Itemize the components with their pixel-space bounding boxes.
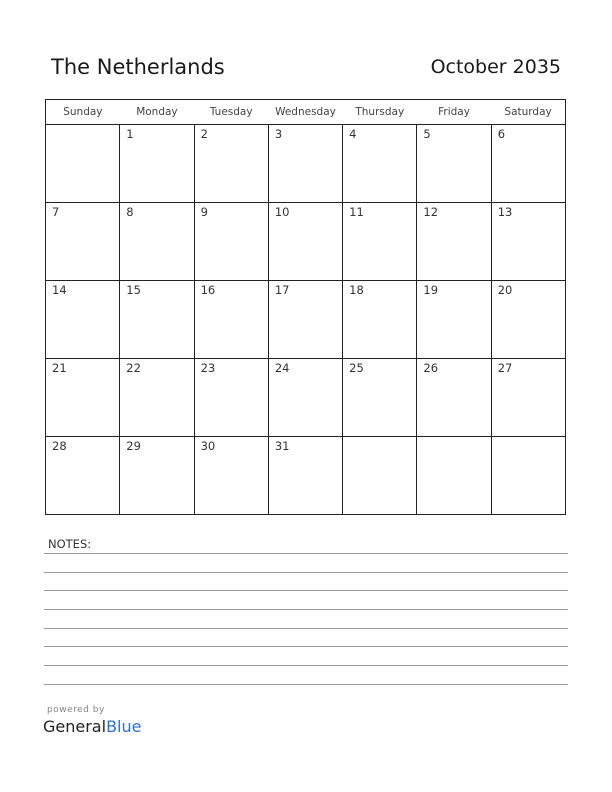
calendar-week-row — [46, 359, 566, 437]
note-line — [44, 553, 568, 554]
calendar-day-number: 16 — [200, 283, 216, 297]
calendar-day-number: 13 — [497, 205, 513, 219]
note-line — [44, 646, 568, 647]
brand-logo-blue: Blue — [106, 717, 142, 736]
calendar-month-title: October 2035 — [430, 56, 561, 78]
calendar-day-number: 2 — [200, 127, 208, 141]
note-line — [44, 684, 568, 685]
calendar-week-row — [46, 281, 566, 359]
calendar-day-cell — [343, 359, 417, 437]
calendar-day-number: 24 — [274, 361, 290, 375]
calendar-day-cell — [194, 281, 268, 359]
calendar-week-row — [46, 125, 566, 203]
calendar-day-cell — [491, 281, 565, 359]
calendar-day-number: 15 — [126, 283, 141, 297]
calendar-day-number: 25 — [349, 361, 364, 375]
calendar-day-number: 30 — [200, 439, 216, 453]
calendar-day-cell — [120, 281, 194, 359]
calendar-day-number — [492, 437, 565, 439]
brand-logo[interactable] — [43, 717, 141, 736]
calendar-day-cell — [491, 437, 565, 515]
calendar-day-number: 29 — [126, 439, 141, 453]
calendar-day-cell — [120, 359, 194, 437]
weekday-tuesday: Tuesday — [194, 100, 268, 125]
calendar-country-title: The Netherlands — [51, 55, 225, 79]
calendar-day-number: 21 — [52, 361, 67, 375]
calendar-day-cell — [268, 359, 342, 437]
calendar-day-number: 5 — [423, 127, 431, 141]
weekday-sunday: Sunday — [46, 100, 120, 125]
calendar-day-number: 22 — [126, 361, 141, 375]
calendar-day-cell — [268, 281, 342, 359]
calendar-day-number: 19 — [423, 283, 439, 297]
calendar-day-number: 20 — [497, 283, 513, 297]
calendar-day-number: 1 — [126, 127, 134, 141]
calendar-day-cell — [194, 203, 268, 281]
note-line — [44, 590, 568, 591]
calendar-day-number: 4 — [349, 127, 357, 141]
calendar-day-number: 7 — [52, 205, 60, 219]
calendar-day-cell — [194, 359, 268, 437]
calendar-day-number: 12 — [423, 205, 439, 219]
note-line — [44, 572, 568, 573]
note-line — [44, 665, 568, 666]
calendar-day-cell — [491, 203, 565, 281]
calendar-day-cell — [120, 125, 194, 203]
calendar-day-number: 11 — [349, 205, 364, 219]
calendar-day-number — [46, 125, 119, 127]
calendar-day-cell — [417, 125, 491, 203]
calendar-day-number: 3 — [274, 127, 283, 141]
calendar-day-cell — [268, 125, 342, 203]
calendar-day-cell — [268, 437, 342, 515]
calendar-day-cell — [46, 203, 120, 281]
weekday-saturday: Saturday — [491, 100, 565, 125]
calendar-day-cell — [120, 437, 194, 515]
calendar-grid — [45, 99, 566, 515]
calendar-day-number: 17 — [274, 283, 290, 297]
calendar-day-number: 6 — [497, 127, 506, 141]
note-line — [44, 609, 568, 610]
weekday-thursday: Thursday — [343, 100, 417, 125]
calendar-day-cell — [46, 359, 120, 437]
brand-logo-general: General — [43, 717, 107, 736]
weekday-monday: Monday — [120, 100, 194, 125]
calendar-day-cell — [194, 125, 268, 203]
calendar-day-number: 9 — [200, 205, 208, 219]
calendar-day-cell — [120, 203, 194, 281]
calendar-day-number: 18 — [349, 283, 364, 297]
calendar-day-cell — [343, 281, 417, 359]
calendar-day-number: 10 — [274, 205, 290, 219]
powered-by-text: powered by — [47, 705, 105, 715]
calendar-week-row — [46, 437, 566, 515]
weekday-friday: Friday — [417, 100, 491, 125]
calendar-day-number: 31 — [274, 439, 290, 453]
calendar-day-cell — [343, 437, 417, 515]
calendar-day-number — [343, 437, 416, 439]
calendar-day-number: 28 — [52, 439, 67, 453]
calendar-day-cell — [491, 359, 565, 437]
calendar-day-cell — [46, 125, 120, 203]
weekday-header-row — [46, 100, 566, 125]
calendar-day-cell — [417, 437, 491, 515]
calendar-day-number: 14 — [52, 283, 67, 297]
calendar-day-cell — [343, 203, 417, 281]
calendar-day-cell — [417, 281, 491, 359]
calendar-day-cell — [491, 125, 565, 203]
calendar-day-number: 8 — [126, 205, 134, 219]
calendar-day-number: 27 — [497, 361, 513, 375]
calendar-week-row — [46, 203, 566, 281]
calendar-day-cell — [417, 359, 491, 437]
calendar-day-number — [417, 437, 490, 439]
calendar-day-cell — [46, 281, 120, 359]
calendar-day-number: 26 — [423, 361, 439, 375]
notes-label: NOTES: — [48, 537, 92, 551]
weekday-wednesday: Wednesday — [268, 100, 342, 125]
calendar-day-cell — [268, 203, 342, 281]
calendar-day-cell — [46, 437, 120, 515]
note-line — [44, 628, 568, 629]
calendar-day-cell — [417, 203, 491, 281]
calendar-day-cell — [194, 437, 268, 515]
calendar-day-cell — [343, 125, 417, 203]
calendar-day-number: 23 — [200, 361, 216, 375]
